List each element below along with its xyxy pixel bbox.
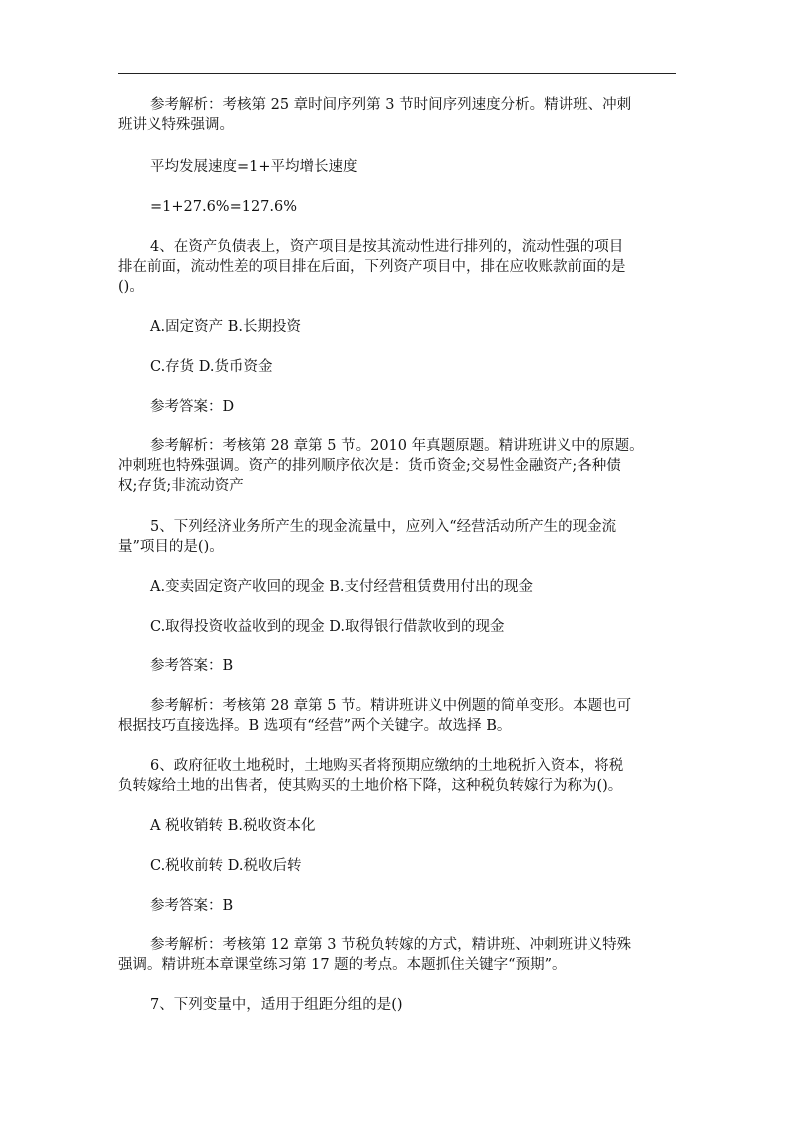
text-line: 量”项目的是()。: [118, 539, 224, 555]
text-line: 负转嫁给土地的出售者，使其购买的土地价格下降，这种税负转嫁行为称为()。: [118, 778, 623, 794]
question-4-options-ab: [118, 317, 676, 337]
question-5-answer: [118, 656, 676, 676]
text-line: A.变卖固定资产收回的现金 B.支付经营租赁费用付出的现金: [150, 579, 533, 595]
text-line: 5、下列经济业务所产生的现金流量中，应列入“经营活动所产生的现金流: [150, 519, 617, 535]
question-6: [118, 756, 676, 796]
text-line: A.固定资产 B.长期投资: [150, 319, 301, 335]
text-line: C.税收前转 D.税收后转: [150, 858, 302, 874]
text-line: 参考解析：考核第 12 章第 3 节税负转嫁的方式，精讲班、冲刺班讲义特殊: [150, 937, 632, 953]
text-line: 参考解析：考核第 25 章时间序列第 3 节时间序列速度分析。精讲班、冲刺: [150, 97, 632, 113]
text-line: 4、在资产负债表上，资产项目是按其流动性进行排列的，流动性强的项目: [150, 239, 624, 255]
text-line: 根据技巧直接选择。B 选项有“经营”两个关键字。故选择 B。: [118, 718, 512, 734]
paragraph-formula-2: [118, 197, 676, 217]
paragraph-analysis-q3: [118, 95, 676, 135]
text-line: ()。: [118, 279, 144, 295]
header-rule: [118, 73, 676, 74]
text-line: A 税收销转 B.税收资本化: [150, 818, 316, 834]
question-6-options-ab: [118, 816, 676, 836]
text-line: 参考答案：D: [150, 399, 235, 415]
question-5: [118, 517, 676, 557]
paragraph-formula-1: [118, 157, 676, 177]
text-line: 参考解析：考核第 28 章第 5 节。2010 年真题原题。精讲班讲义中的原题。: [150, 438, 644, 454]
question-5-analysis: [118, 696, 676, 736]
question-4-options-cd: [118, 357, 676, 377]
text-line: 参考答案：B: [150, 898, 234, 914]
text-line: 参考解析：考核第 28 章第 5 节。精讲班讲义中例题的简单变形。本题也可: [150, 698, 632, 714]
question-4: [118, 237, 676, 297]
text-line: 权;存货;非流动资产: [118, 478, 244, 494]
question-7: [118, 995, 676, 1015]
text-line: 7、下列变量中，适用于组距分组的是(): [150, 997, 403, 1013]
text-line: C.存货 D.货币资金: [150, 359, 273, 375]
text-line: 6、政府征收土地税时，土地购买者将预期应缴纳的土地税折入资本，将税: [150, 758, 624, 774]
question-6-options-cd: [118, 856, 676, 876]
text-line: 排在前面，流动性差的项目排在后面，下列资产项目中，排在应收账款前面的是: [118, 259, 626, 275]
text-line: =1+27.6%=127.6%: [150, 199, 298, 215]
text-line: C.取得投资收益收到的现金 D.取得银行借款收到的现金: [150, 619, 505, 635]
text-line: 强调。精讲班本章课堂练习第 17 题的考点。本题抓住关键字“预期”。: [118, 957, 567, 973]
text-line: 冲刺班也特殊强调。资产的排列顺序依次是：货币资金;交易性金融资产;各种债: [118, 458, 621, 474]
question-4-answer: [118, 397, 676, 417]
question-6-analysis: [118, 935, 676, 975]
question-6-answer: [118, 896, 676, 916]
question-4-analysis: [118, 436, 676, 496]
text-line: 参考答案：B: [150, 658, 234, 674]
question-5-options-cd: [118, 617, 676, 637]
text-line: 班讲义特殊强调。: [118, 117, 234, 133]
question-5-options-ab: [118, 577, 676, 597]
text-line: 平均发展速度=1+平均增长速度: [150, 159, 358, 175]
